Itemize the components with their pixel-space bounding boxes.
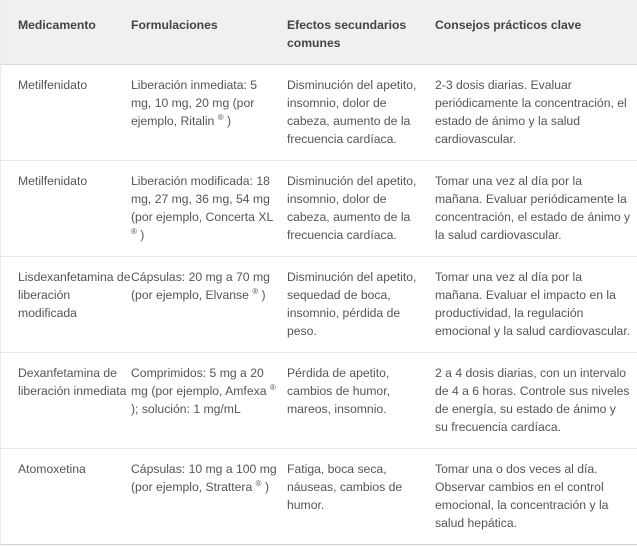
cell-medicamento: Atomoxetina [0, 449, 131, 545]
formulation-text: Cápsulas: 20 mg a 70 mg (por ejemplo, Elvanse [131, 270, 270, 302]
cell-efectos: Disminución del apetito, sequedad de boca, insomnio, pérdida de peso. [287, 257, 435, 353]
table-row [0, 65, 637, 161]
cell-consejos: Tomar una o dos veces al día. Observar cambios en el control emocional, la concentración y la salud hepática. [435, 449, 637, 545]
cell-medicamento: Metilfenidato [0, 65, 131, 161]
cell-medicamento: Metilfenidato [0, 161, 131, 257]
registered-mark: ® [269, 382, 276, 392]
cell-efectos: Pérdida de apetito, cambios de humor, mareos, insomnio. [287, 353, 435, 449]
formulation-text: Liberación modificada: 18 mg, 27 mg, 36 mg, 54 mg (por ejemplo, Concerta XL [131, 174, 273, 224]
formulation-text: Cápsulas: 10 mg a 100 mg (por ejemplo, Strattera [131, 462, 277, 494]
cell-formulaciones [131, 353, 287, 449]
header-consejos: Consejos prácticos clave [435, 0, 637, 65]
table-row [0, 449, 637, 545]
cell-consejos: 2-3 dosis diarias. Evaluar periódicamente la concentración, el estado de ánimo y la salud cardiovascular. [435, 65, 637, 161]
formulation-text: Comprimidos: 5 mg a 20 mg (por ejemplo, Amfexa [131, 366, 267, 398]
formulation-tail: ) [261, 480, 270, 494]
cell-formulaciones [131, 65, 287, 161]
cell-efectos: Disminución del apetito, insomnio, dolor de cabeza, aumento de la frecuencia cardíaca. [287, 65, 435, 161]
header-efectos: Efectos secundarios comunes [287, 0, 435, 65]
header-medicamento: Medicamento [0, 0, 131, 65]
registered-mark: ® [252, 286, 259, 296]
cell-medicamento: Lisdexanfetamina de liberación modificada [0, 257, 131, 353]
cell-consejos: Tomar una vez al día por la mañana. Evaluar periódicamente la concentración, el estado de ánimo y la salud cardiovascular. [435, 161, 637, 257]
cell-consejos: 2 a 4 dosis diarias, con un intervalo de 4 a 6 horas. Controle sus niveles de energía, su estado de ánimo y su frecuencia cardíaca. [435, 353, 637, 449]
cell-medicamento: Dexanfetamina de liberación inmediata [0, 353, 131, 449]
table-row [0, 257, 637, 353]
left-border [0, 0, 1, 546]
cell-consejos: Tomar una vez al día por la mañana. Evaluar el impacto en la productividad, la regulación emocional y la salud cardiovascular. [435, 257, 637, 353]
table-header [0, 0, 637, 65]
formulation-tail: ); solución: 1 mg/mL [131, 402, 241, 416]
formulation-tail: ) [258, 288, 266, 302]
cell-formulaciones [131, 161, 287, 257]
cell-formulaciones [131, 257, 287, 353]
table-body [0, 65, 637, 545]
cell-efectos: Disminución del apetito, insomnio, dolor de cabeza, aumento de la frecuencia cardíaca. [287, 161, 435, 257]
table-row [0, 353, 637, 449]
formulation-tail: ) [136, 228, 145, 242]
table-row [0, 161, 637, 257]
cell-formulaciones [131, 449, 287, 545]
formulation-tail: ) [223, 114, 232, 128]
header-formulaciones: Formulaciones [131, 0, 287, 65]
formulation-text: Liberación inmediata: 5 mg, 10 mg, 20 mg (por ejemplo, Ritalin [131, 78, 258, 128]
registered-mark: ® [131, 226, 137, 236]
registered-mark: ® [255, 478, 262, 488]
cell-efectos: Fatiga, boca seca, náuseas, cambios de humor. [287, 449, 435, 545]
registered-mark: ® [217, 112, 224, 122]
